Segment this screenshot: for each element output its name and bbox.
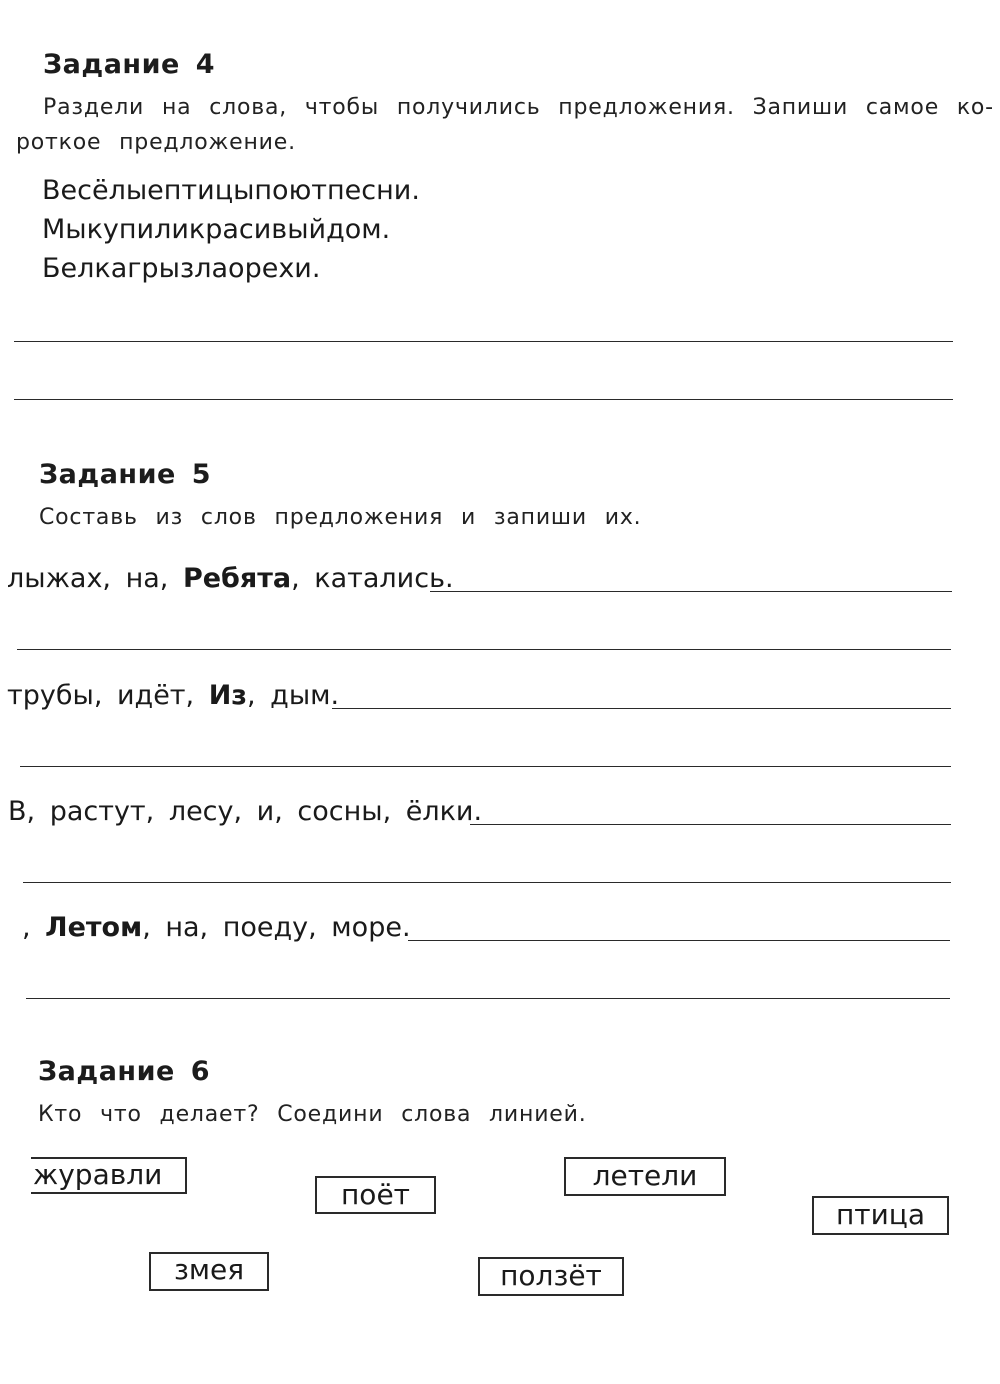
merged-sentence-1: Весёлыептицыпоютпесни. bbox=[42, 175, 420, 206]
task4-instruction-line1: Раздели на слова, чтобы получились предложения. Запиши самое ко- bbox=[43, 95, 994, 120]
answer-line[interactable] bbox=[14, 399, 953, 400]
answer-line[interactable] bbox=[470, 824, 951, 825]
sentence-3-words: В, растут, лесу, и, сосны, ёлки. bbox=[8, 796, 483, 827]
merged-sentence-3: Белкагрызлаорехи. bbox=[42, 253, 321, 284]
word-box-poet[interactable]: поёт bbox=[315, 1176, 436, 1214]
answer-line[interactable] bbox=[17, 649, 951, 650]
scrambled-sentence-3 bbox=[8, 796, 483, 827]
word-box-leteli[interactable]: летели bbox=[564, 1157, 726, 1196]
word-box-zmeya[interactable]: змея bbox=[149, 1252, 269, 1291]
sentence-2-words-end: , дым. bbox=[247, 680, 340, 711]
scrambled-sentence-1 bbox=[7, 563, 454, 594]
task5-title: Задание 5 bbox=[39, 459, 211, 490]
task4-instruction-line2: роткое предложение. bbox=[16, 130, 296, 155]
scrambled-sentence-2 bbox=[7, 680, 340, 711]
answer-line[interactable] bbox=[14, 341, 953, 342]
answer-line[interactable] bbox=[23, 882, 951, 883]
word-box-zhuravli[interactable]: журавли bbox=[31, 1157, 187, 1194]
sentence-4-words: , на, поеду, море. bbox=[142, 912, 411, 943]
answer-line[interactable] bbox=[332, 708, 951, 709]
sentence-4-words-start: , bbox=[22, 912, 46, 943]
task6-instruction: Кто что делает? Соедини слова линией. bbox=[38, 1102, 587, 1127]
task5-instruction: Составь из слов предложения и запиши их. bbox=[39, 505, 642, 530]
task4-title: Задание 4 bbox=[43, 49, 215, 80]
answer-line[interactable] bbox=[26, 998, 950, 999]
scrambled-sentence-4 bbox=[22, 912, 411, 943]
task6-title: Задание 6 bbox=[38, 1056, 210, 1087]
answer-line[interactable] bbox=[20, 766, 951, 767]
word-box-polzet[interactable]: ползёт bbox=[478, 1257, 624, 1296]
sentence-4-capitalized-word: Летом bbox=[45, 912, 143, 943]
word-box-ptitsa[interactable]: птица bbox=[812, 1196, 949, 1235]
answer-line[interactable] bbox=[408, 940, 950, 941]
sentence-1-capitalized-word: Ребята bbox=[182, 563, 292, 594]
merged-sentence-2: Мыкупиликрасивыйдом. bbox=[42, 214, 391, 245]
answer-line[interactable] bbox=[430, 591, 952, 592]
sentence-2-capitalized-word: Из bbox=[208, 680, 247, 711]
sentence-1-words: лыжах, на, bbox=[7, 563, 183, 594]
sentence-1-words-end: , катались. bbox=[291, 563, 454, 594]
sentence-2-words: трубы, идёт, bbox=[7, 680, 209, 711]
